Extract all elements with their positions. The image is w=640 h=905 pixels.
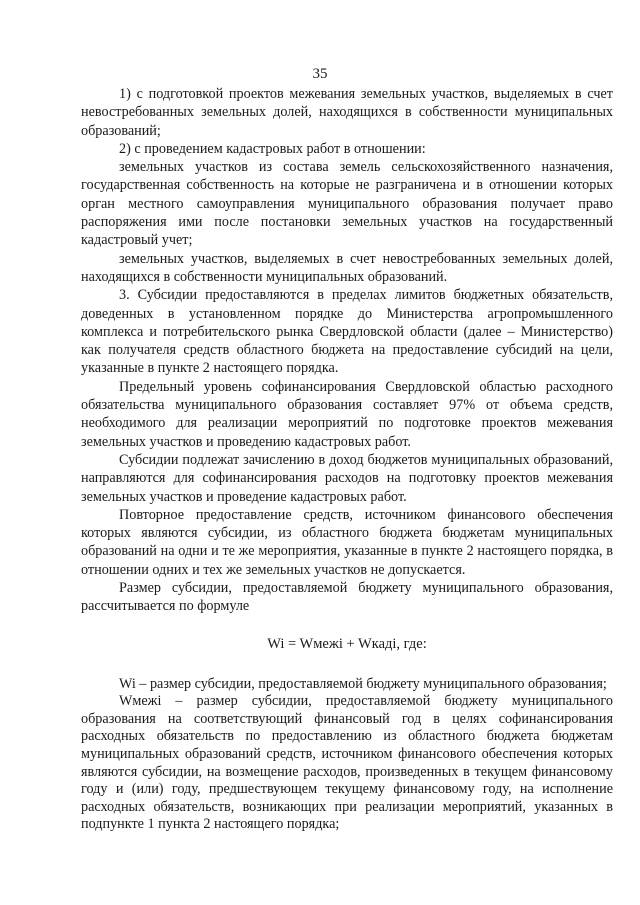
paragraph-land-plots-municipal: земельных участков, выделяемых в счет невостребованных земельных долей, находящихся в собственности муниципальных образований. <box>81 250 613 285</box>
paragraph-land-plots-state: земельных участков из состава земель сельскохозяйственного назначения, государственная собственность на которые не разграничена и в отношении которых орган местного самоуправления муниципального образования получает право распоряжения ими после постановки земельных участков на государственный кадастровый учет; <box>81 159 613 249</box>
paragraph-clause-3: 3. Субсидии предоставляются в пределах лимитов бюджетных обязательств, доведенных в установленном порядке до Министерства агропромышленного комплекса и потребительского рынка Свердловской области (далее – Министерство) как получателя средств областного бюджета на предоставление субсидий на цели, указанные в пункте 2 настоящего порядка. <box>81 287 613 377</box>
page-number: 35 <box>312 66 328 82</box>
document-body <box>81 85 613 834</box>
paragraph-item-1: 1) с подготовкой проектов межевания земельных участков, выделяемых в счет невостребованных земельных долей, находящихся в собственности муниципальных образований; <box>81 86 613 139</box>
paragraph-subsidy-crediting: Субсидии подлежат зачислению в доход бюджетов муниципальных образований, направляются для софинансирования расходов на подготовку проектов межевания земельных участков и проведение кадастровых работ. <box>81 451 613 505</box>
paragraph-formula-intro: Размер субсидии, предоставляемой бюджету муниципального образования, рассчитывается по формуле <box>81 580 613 615</box>
paragraph-cofinancing-level: Предельный уровень софинансирования Свердловской областью расходного обязательства муниципального образования составляет 97% от объема средств, необходимого для реализации мероприятий по подготовке проектов межевания земельных участков и проведению кадастровых работ. <box>81 378 613 450</box>
paragraph-wi-definition: Wi – размер субсидии, предоставляемой бюджету муниципального образования; <box>119 675 607 692</box>
paragraph-item-2: 2) с проведением кадастровых работ в отношении: <box>119 140 426 157</box>
subsidy-formula: Wi = Wмежi + Wкадi, где: <box>267 635 427 652</box>
paragraph-repeat-prohibition: Повторное предоставление средств, источником финансового обеспечения которых являются субсидии, из областного бюджета бюджетам муниципальных образований на одни и те же мероприятия, указанные в пункте 2 настоящего порядка, в отношении одних и тех же земельных участков не допускается. <box>81 506 613 578</box>
paragraph-wmezh-definition: Wмежi – размер субсидии, предоставляемой бюджету муниципального образования на соответствующий финансовый год в целях софинансирования расходных обязательств по предоставлению из областного бюджета бюджетам муниципальных образований средств, источником финансового обеспечения которых являются субсидии, на возмещение расходов, произведенных в текущем финансовому году и (или) году, предшествующем текущему финансовому году, на исполнение расходных обязательств, возникающих при реализации мероприятий, указанных в подпункте 1 пункта 2 настоящего порядка; <box>81 693 613 833</box>
